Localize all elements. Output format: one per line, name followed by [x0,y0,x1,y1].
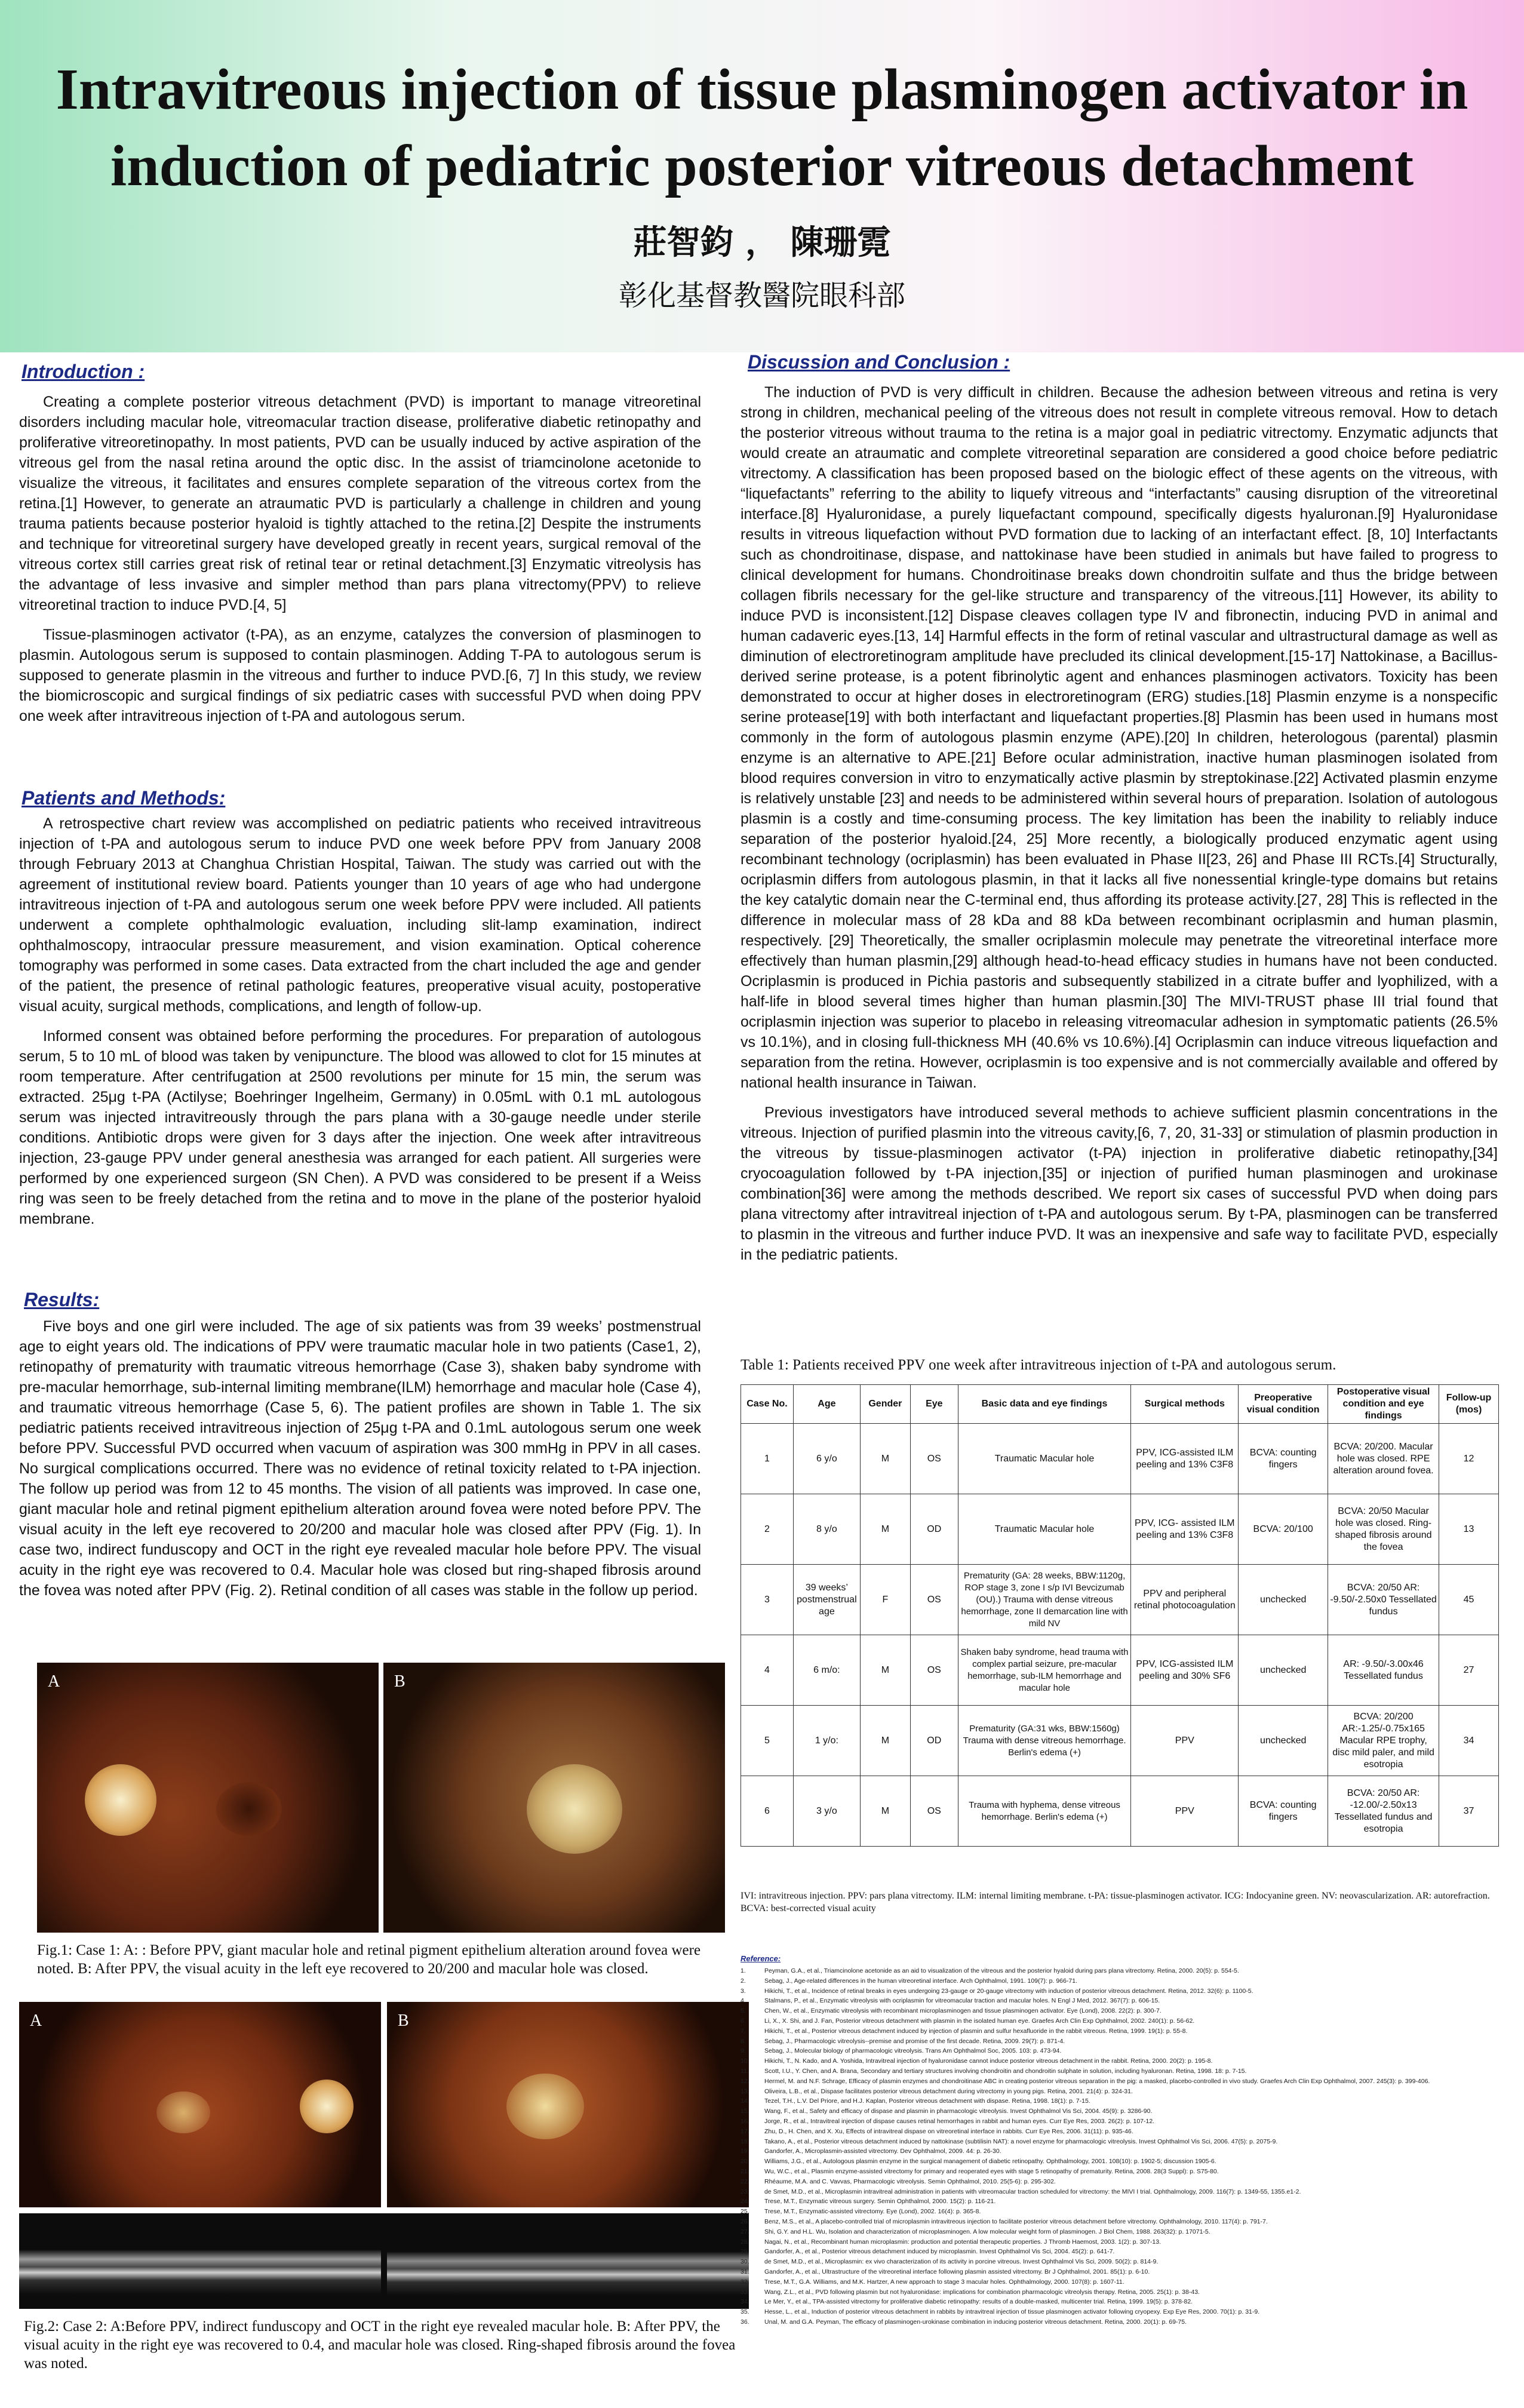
introduction-body [19,392,701,736]
reference-text: Chen, W., et al., Enzymatic vitreolysis with recombinant microplasminogen and tissue plasminogen activator. Eye (Lond), 2008. 22(2): p. 300-7. [764,2007,1162,2015]
reference-item [741,2137,1499,2147]
reference-item [741,1986,1499,1997]
results-body [19,1316,701,1610]
reference-number: 26. [741,2217,749,2225]
optic-disc-icon [85,1764,156,1836]
reference-item [741,2177,1499,2187]
table-cell: Prematurity (GA:31 wks, BBW:1560g) Trauma with dense vitreous hemorrhage. Berlin's edema (+) [958,1706,1131,1776]
table-cell: BCVA: 20/50 AR: -12.00/-2.50x13 Tessellated fundus and esotropia [1328,1776,1439,1847]
figure-2-images [19,2002,749,2309]
column-header: Follow-up (mos) [1439,1385,1499,1424]
reference-item [741,2227,1499,2237]
reference-text: Benz, M.S., et al., A placebo-controlled trial of microplasmin intravitreous injection to facilitate posterior vitreous detachment before vitrectomy. Ophthalmology, 2010. 117(4): p. 791-7. [764,2217,1268,2225]
reference-number: 28. [741,2238,749,2246]
reference-item [741,2127,1499,2137]
reference-number: 36. [741,2318,749,2326]
reference-item [741,2046,1499,2056]
reference-item [741,2077,1499,2087]
reference-number: 21. [741,2167,749,2175]
reference-text: Wang, Z.L., et al., PVD following plasmin but not hyaluronidase: implications for combination pharmacologic vitreolysis therapy. Retina, 2005. 25(1): p. 38-43. [764,2288,1200,2296]
table-cell: 37 [1439,1776,1499,1847]
reference-text: Hermel, M. and N.F. Schrage, Efficacy of plasmin enzymes and chondroitinase ABC in creating posterior vitreous separation in the pig: a masked, placebo-controlled in vivo study. Graefes Arch Clin Exp Ophthalmol, 2007. 245(3): p. 399-406. [764,2077,1430,2085]
reference-text: Trese, M.T., Enzymatic-assisted vitrectomy. Eye (Lond), 2002. 16(4): p. 365-8. [764,2208,981,2216]
table-cell: unchecked [1239,1635,1328,1706]
table-caption: Table 1: Patients received PPV one week after intravitreous injection of t-PA and autologous serum. [741,1357,1336,1373]
reference-number: 13. [741,2087,749,2095]
introduction-heading: Introduction : [21,361,145,382]
table-cell: BCVA: 20/100 [1239,1494,1328,1565]
reference-number: 4. [741,1997,746,2005]
table-cell: Traumatic Macular hole [958,1494,1131,1565]
reference-number: 25. [741,2208,749,2216]
reference-number: 8. [741,2037,746,2045]
table-cell: 13 [1439,1494,1499,1565]
column-header: Gender [860,1385,910,1424]
table-row [741,1565,1499,1635]
table-cell: 6 [741,1776,794,1847]
panel-label-b: B [398,2011,409,2030]
table-cell: 5 [741,1706,794,1776]
reference-item [741,2026,1499,2037]
poster-title: Intravitreous injection of tissue plasminogen activator in induction of pediatric posterior vitreous detachment [56,57,1468,198]
reference-number: 10. [741,2057,749,2065]
reference-item [741,2207,1499,2217]
table-cell: Prematurity (GA: 28 weeks, BBW:1120g, ROP stage 3, zone I s/p IVI Bevcizumab (OU).) Trauma with dense vitreous hemorrhage, zone II demarcation line with mild NV [958,1565,1131,1635]
reference-number: 20. [741,2158,749,2166]
table-cell: M [860,1424,910,1494]
table-cell: OS [910,1776,958,1847]
discussion-paragraph-2: Previous investigators have introduced several methods to achieve sufficient plasmin concentrations in the vitreous. Injection of purified plasmin into the vitreous cavity,[6, 7, 20, 31-33] or stimulation of plasmin production in the vitreous by tissue-plasminogen activator (t-PA) injection in proliferative diabetic retinopathy,[34] cryocoagulation followed by t-PA injection,[35] or injection of purified human plasminogen and urokinase combination[36] were among the methods described. We report six cases of successful PVD when doing pars plana vitrectomy after intravitreal injection of t-PA and autologous serum. By t-PA, plasminogen can be transferred to plasmin in the vitreous and further induce PVD. It was an inexpensive and safe way to facilitate PVD, especially in the pediatric patients. [741,1104,1498,1263]
reference-number: 27. [741,2228,749,2235]
table-cell: M [860,1706,910,1776]
reference-text: Trese, M.T., G.A. Williams, and M.K. Hartzer, A new approach to stage 3 macular holes. Ophthalmology, 2000. 107(8): p. 1607-11. [764,2278,1124,2286]
panel-label-b: B [394,1672,405,1691]
table-cell: M [860,1494,910,1565]
methods-paragraph-2: Informed consent was obtained before performing the procedures. For preparation of autologous serum, 5 to 10 mL of blood was taken by venipuncture. The blood was allowed to clot for 15 minutes at room temperature. After centrifugation at 2500 revolutions per minute for 15 min, the serum was extracted. 25μg t-PA (Actilyse; Boehringer Ingelheim, Germany) in 0.05mL with 0.1 mL autologous serum was injected intravitreously through the pars plana with a 30-gauge needle under sterile conditions. Antibiotic drops were given for 3 days after the injection. One week after intravitreous injection, 23-gauge PPV under general anesthesia was arranged for each patient. All surgeries were performed by one experienced surgeon (SN Chen). A PVD was considered to be present if a Weiss ring was seen to be freely detached from the retina and to move in the plane of the posterior hyaloid membrane. [19,1028,701,1227]
reference-text: Sebag, J., Age-related differences in the human vitreoretinal interface. Arch Ophthalmol, 1991. 109(7): p. 966-71. [764,1977,1077,1985]
reference-number: 30. [741,2258,749,2266]
table-header-row [741,1385,1499,1424]
fibrosis-scar-icon [527,1764,622,1854]
table-cell: PPV, ICG-assisted ILM peeling and 30% SF6 [1131,1635,1239,1706]
reference-text: Hikichi, T., et al., Posterior vitreous detachment induced by injection of plasmin and sulfur hexafluoride in the rabbit vitreous. Retina, 1999. 19(1): p. 55-8. [764,2027,1188,2035]
table-cell: 45 [1439,1565,1499,1635]
reference-number: 2. [741,1977,746,1985]
reference-item [741,2006,1499,2016]
reference-text: Gandorfer, A., et al., Ultrastructure of the vitreoretinal interface following plasmin assisted vitrectomy. Br J Ophthalmol, 2001. 85(1): p. 6-10. [764,2268,1150,2275]
reference-number: 31. [741,2268,749,2275]
reference-text: Le Mer, Y., et al., TPA-assisted vitrectomy for proliferative diabetic retinopathy: results of a double-masked, multicenter trial. Retina, 1999. 19(5): p. 378-82. [764,2298,1193,2306]
table-cell: 1 y/o: [793,1706,860,1776]
figure-1-caption: Fig.1: Case 1: A: : Before PPV, giant macular hole and retinal pigment epithelium alteration around fovea were noted. B: After PPV, the visual acuity in the left eye recovered to 20/200 and macular hole was closed. [37,1942,701,1977]
reference-item [741,2187,1499,2197]
reference-item [741,2297,1499,2307]
table-cell: 6 m/o: [793,1635,860,1706]
table-cell: PPV, ICG-assisted ILM peeling and 13% C3F8 [1131,1424,1239,1494]
reference-item [741,2066,1499,2077]
discussion-heading: Discussion and Conclusion : [748,351,1010,373]
reference-text: Zhu, D., H. Chen, and X. Xu, Effects of intravitreal dispase on vitreoretinal interface in rabbits. Curr Eye Res, 2006. 31(11): p. 935-46. [764,2127,1133,2135]
reference-item [741,2247,1499,2257]
reference-number: 34. [741,2298,749,2306]
reference-item [741,1996,1499,2006]
reference-item [741,2056,1499,2066]
table-cell: M [860,1776,910,1847]
figure-2-caption: Fig.2: Case 2: A:Before PPV, indirect funduscopy and OCT in the right eye revealed macular hole. B: After PPV, the visual acuity in the right eye was recovered to 0.4, and macular hole was closed. Ring-shaped fibrosis around the fovea was noted. [24,2318,736,2372]
reference-text: Li, X., X. Shi, and J. Fan, Posterior vitreous detachment with plasmin in the isolated human eye. Graefes Arch Clin Exp Ophthalmol, 2002. 240(1): p. 56-62. [764,2017,1195,2025]
reference-text: Wu, W.C., et al., Plasmin enzyme-assisted vitrectomy for primary and reoperated eyes with stage 5 retinopathy of prematurity. Retina, 2008. 28(3 Suppl): p. S75-80. [764,2167,1219,2175]
reference-item [741,1966,1499,1976]
oct-scan-icon [19,2213,749,2309]
reference-number: 17. [741,2127,749,2135]
reference-number: 35. [741,2308,749,2316]
table-cell: BCVA: 20/200. Macular hole was closed. RPE alteration around fovea. [1328,1424,1439,1494]
methods-body [19,813,701,1239]
reference-number: 3. [741,1987,746,1995]
table-cell: unchecked [1239,1565,1328,1635]
reference-text: Hesse, L., et al., Induction of posterior vitreous detachment in rabbits by intravitreal injection of tissue plasminogen activator following cryopexy. Exp Eye Res, 2000. 70(1): p. 31-9. [764,2308,1260,2316]
reference-number: 5. [741,2007,746,2015]
reference-item [741,2016,1499,2026]
reference-text: Jorge, R., et al., Intravitreal injection of dispase causes retinal hemorrhages in rabbit and human eyes. Curr Eye Res, 2003. 26(2): p. 107-12. [764,2117,1155,2125]
table-cell: BCVA: counting fingers [1239,1424,1328,1494]
reference-text: Shi, G.Y. and H.L. Wu, Isolation and characterization of microplasminogen. A low molecular weight form of plasminogen. J Biol Chem, 1988. 263(32): p. 17071-5. [764,2228,1210,2235]
discussion-body [741,382,1498,1274]
column-header: Age [793,1385,860,1424]
table-row [741,1424,1499,1494]
reference-text: Rhéaume, M.A. and C. Vavvas, Pharmacologic vitreolysis. Semin Ophthalmol, 2010. 25(5-6): p. 295-302. [764,2177,1056,2185]
reference-text: Stalmans, P., et al., Enzymatic vitreolysis with ocriplasmin for vitreomacular traction and macular holes. N Engl J Med, 2012. 367(7): p. 606-15. [764,1997,1160,2005]
reference-item [741,1976,1499,1986]
column-header: Case No. [741,1385,794,1424]
reference-item [741,2167,1499,2177]
methods-heading: Patients and Methods: [21,787,226,809]
reference-text: Tezel, T.H., L.V. Del Priore, and H.J. Kaplan, Posterior vitreous detachment with dispase. Retina, 1998. 18(1): p. 7-15. [764,2097,1090,2105]
table-cell: 34 [1439,1706,1499,1776]
fundus-photograph-icon [19,2002,381,2207]
affiliation: 彰化基督教醫院眼科部 [618,279,905,312]
column-header: Basic data and eye findings [958,1385,1131,1424]
reference-number: 18. [741,2137,749,2145]
figure-1-images [37,1663,725,1933]
poster-header [0,0,1524,352]
table-footnote: IVI: intravitreous injection. PPV: pars plana vitrectomy. ILM: internal limiting membrane. t-PA: tissue-plasminogen activator. ICG: Indocyanine green. NV: neovascularization. AR: autorefraction. BCVA: best-corrected visual acuity [741,1891,1490,1914]
table-row [741,1635,1499,1706]
reference-number: 23. [741,2188,749,2195]
results-paragraph-1: Five boys and one girl were included. The age of six patients was from 39 weeks’ postmenstrual age to eight years old. The indications of PPV were traumatic macular hole in two patients (Case1, 2), retinopathy of prematurity with traumatic vitreous hemorrhage (Case 3), shaken baby syndrome with pre-macular hemorrhage, sub-internal limiting membrane(ILM) hemorrhage and macular hole (Case 4), and traumatic vitreous hemorrhage (Case 5, 6). The patient profiles are shown in Table 1. The six pediatric patients received intravitreous injection of 25μg t-PA and 0.1mL autologous serum one week before PPV. Successful PVD occurred when vacuum of aspiration was 300 mmHg in PPV in all cases. No surgical complications occurred. There was no evidence of retinal toxicity related to t-PA injection. The follow up period was from 12 to 45 months. The vision of all patients was improved. In case one, giant macular hole and retinal pigment epithelium alteration around fovea were noted before PPV. The visual acuity in the left eye recovered to 20/200 and macular hole was closed after PPV (Fig. 1). In case two, indirect funduscopy and OCT in the right eye revealed macular hole before PPV. The visual acuity in the right eye was recovered to 0.4. Macular hole was closed but ring-shaped fibrosis around the fovea was noted after PPV (Fig. 2). Retinal condition of all cases was stable in the follow up period. [19,1318,701,1599]
table-cell: M [860,1635,910,1706]
reference-number: 6. [741,2017,746,2025]
reference-item [741,2277,1499,2287]
reference-item [741,2117,1499,2127]
column-header: Eye [910,1385,958,1424]
results-heading: Results: [24,1289,100,1310]
reference-text: Oliveira, L.B., et al., Dispase facilitates posterior vitreous detachment during vitrectomy in young pigs. Retina, 2001. 21(4): p. 324-31. [764,2087,1133,2095]
reference-item [741,2106,1499,2117]
column-header: Surgical methods [1131,1385,1239,1424]
reference-text: Gandorfer, A., Microplasmin-assisted vitrectomy. Dev Ophthalmol, 2009. 44: p. 26-30. [764,2148,1001,2155]
reference-number: 19. [741,2148,749,2155]
reference-item [741,2287,1499,2298]
fundus-photograph-icon [387,2002,749,2207]
reference-text: Sebag, J., Pharmacologic vitreolysis--premise and promise of the first decade. Retina, 2009. 29(7): p. 871-4. [764,2037,1065,2045]
reference-number: 11. [741,2067,749,2075]
reference-number: 12. [741,2077,749,2085]
column-header: Postoperative visual condition and eye findings [1328,1385,1439,1424]
fundus-photograph-icon [37,1663,379,1933]
table-cell: 39 weeks’ postmenstrual age [793,1565,860,1635]
introduction-paragraph-1: Creating a complete posterior vitreous detachment (PVD) is important to manage vitreoretinal disorders including macular hole, vitreomacular traction disease, proliferative diabetic retinopathy and proliferative vitreoretinopathy. In most patients, PVD can be usually induced by active aspiration of the vitreous gel from the nasal retina around the optic disc. In the assist of triamcinolone acetonide to visualize the vitreous, it facilitates and ensures complete separation of the vitreous cortex from the retina.[1] However, to generate an atraumatic PVD is particularly a challenge in children and young trauma patients because posterior hyaloid is tightly attached to the retina.[2] Despite the instruments and technique for vitreoretinal surgery have developed greatly in recent years, surgical removal of the vitreous cortex still carries great risk of retinal tear or retinal detachment.[3] Enzymatic vitreolysis has the advantage of less invasive and simpler method than pars plana vitrectomy(PPV) to relieve vitreoretinal traction to induce PVD.[4, 5] [19,394,701,613]
reference-number: 32. [741,2278,749,2286]
table-cell: BCVA: 20/50 AR: -9.50/-2.50x0 Tessellated fundus [1328,1565,1439,1635]
table-cell: OS [910,1635,958,1706]
table-cell: OD [910,1706,958,1776]
table-row [741,1494,1499,1565]
table-row [741,1706,1499,1776]
reference-text: Wang, F., et al., Safety and efficacy of dispase and plasmin in pharmacologic vitreolysis. Invest Ophthalmol Vis Sci, 2004. 45(9): p. 3286-90. [764,2108,1153,2115]
reference-text: Gandorfer, A., et al., Posterior vitreous detachment induced by microplasmin. Invest Ophthalmol Vis Sci, 2004. 45(2): p. 641-7. [764,2248,1115,2256]
reference-item [741,2157,1499,2167]
macular-hole-icon [156,2091,210,2133]
reference-number: 29. [741,2248,749,2256]
table-cell: 8 y/o [793,1494,860,1565]
discussion-paragraph-1: The induction of PVD is very difficult in children. Because the adhesion between vitreous and retina is very strong in children, mechanical peeling of the vitreous does not result in complete vitreous removal. How to detach the posterior vitreous without trauma to the retina is a major goal in pediatric vitrectomy. Enzymatic adjuncts that would create an atraumatic and complete vitreoretinal separation are considered a good choice before pediatric vitrectomy. A classification has been proposed based on the biologic effect of these agents on the vitreous, with “liquefactants” referring to the ability to liquefy vitreous and “interfactants” causing disruption of the vitreoretinal interface.[8] Hyaluronidase, a purely liquefactant compound, specifically digests hyaluronan.[9] Hyaluronidase results in vitreous liquefaction without PVD formation due to lacking of an interfactant effect. [8, 10] Interfactants such as chondroitinase, dispase, and nattokinase have been studied in animals but have failed to progress to clinical development for humans. Chondroitinase breaks down chondroitin sulfate and thus the bridge between collagen fibrils necessary for the gel-like structure and transparency of the vitreous.[11] However, its ability to induce PVD is inconsistent.[12] Dispase cleaves collagen type IV and fibronectin, inducing PVD in animal and human cadaveric eyes.[13, 14] Harmful effects in the form of retinal vascular and ultrastructural damage as well as diminution of electroretinogram amplitude have precluded its clinical development.[15-17] Nattokinase, a Bacillus-derived serine protease, is a potent fibrinolytic agent and enhances plasminogen activators. Toxicity has been demonstrated to occur at higher doses in electroretinogram (ERG) studies.[18] Plasmin enzyme is a nonspecific serine protease[19] with both interfactant and liquefactant properties.[8] Plasmin has been used in humans most commonly in the form of autologous plasmin enzyme (APE).[20] In children, heterologous (parental) plasmin enzyme is an alternative to APE.[21] Before ocular administration, inactive human plasminogen isolated from blood requires conversion in vitro to enzymatically active plasmin by streptokinase.[22] Activated plasmin enzyme is relatively unstable [23] and needs to be administered within several hours of preparation. Isolation of autologous plasmin is a costly and time-consuming process. The key limitation has been the inability to reliably induce separation of the posterior hyaloid.[24, 25] More recently, a biologically produced enzymatic agent using recombinant technology (ocriplasmin) has been evaluated in Phase II[23, 26] and Phase III RCTs.[4] Structurally, ocriplasmin differs from autologous plasmin, in that it lacks all five nonessential kringle-type domains but retains the key catalytic domain near the C-terminal end, thus affording its protease activity.[27, 28] This is reflected in the difference in molecular mass of 28 kDa and 88 kDa between recombinant ocriplasmin and human plasmin, respectively. [29] Theoretically, the smaller ocriplasmin molecule may penetrate the vitreoretinal interface more effectively than human plasmin,[29] although head-to-head efficacy studies in humans have not been conducted. Ocriplasmin is produced in Pichia pastoris and subsequently stabilized in a citrate buffer and lyophilized, with a half-life in blood several times higher than human plasmin.[30] The MIVI-TRUST phase III trial found that ocriplasmin injection was superior to placebo in releasing vitreomacular adhesion in symptomatic patients (26.5% vs 10.1%), and in closing full-thickness MH (40.6% vs 10.6%).[4] Ocriplasmin can induce vitreous liquefaction and separation from the retina. However, ocriplasmin is too expensive and is not commercially available and offered by national health insurance in Taiwan. [741,384,1498,1091]
optic-disc-icon [300,2080,354,2133]
reference-item [741,2197,1499,2207]
reference-text: Nagai, N., et al., Recombinant human microplasmin: production and potential therapeutic properties. J Thromb Haemost, 2003. 1(2): p. 307-13. [764,2238,1161,2246]
table-cell: OD [910,1494,958,1565]
table-cell: PPV, ICG- assisted ILM peeling and 13% C3F8 [1131,1494,1239,1565]
table-cell: 4 [741,1635,794,1706]
table-cell: Traumatic Macular hole [958,1424,1131,1494]
table-cell: 1 [741,1424,794,1494]
table-cell: 12 [1439,1424,1499,1494]
reference-text: Trese, M.T., Enzymatic vitreous surgery. Semin Ophthalmol, 2000. 15(2): p. 116-21. [764,2198,996,2206]
table-cell: OS [910,1424,958,1494]
table-cell: F [860,1565,910,1635]
reference-text: Scott, I.U., Y. Chen, and A. Brana, Secondary and tertiary structures involving chondroitin and chondroitin sulphate in solution, including hyaluronan. Retina, 1998. 18: p. 7-15. [764,2067,1247,2075]
table-cell: OS [910,1565,958,1635]
reference-text: Williams, J.G., et al., Autologous plasmin enzyme in the surgical management of diabetic retinopathy. Ophthalmology, 2001. 108(10): p. 1902-5; discussion 1905-6. [764,2158,1216,2166]
reference-number: 24. [741,2198,749,2206]
reference-item [741,2217,1499,2227]
panel-label-a: A [48,1672,60,1691]
reference-number: 15. [741,2108,749,2115]
reference-text: Takano, A., et al., Posterior vitreous detachment induced by nattokinase (subtilisin NAT): a novel enzyme for pharmacologic vitreolysis. Invest Ophthalmol Vis Sci, 2006. 47(5): p. 2075-9. [764,2137,1278,2145]
reference-item [741,2307,1499,2317]
reference-text: de Smet, M.D., et al., Microplasmin intravitreal administration in patients with vitreomacular traction scheduled for vitrectomy: the MIVI I trial. Ophthalmology, 2009. 116(7): p. 1349-55, 1355.e1-2. [764,2188,1301,2195]
reference-number: 33. [741,2288,749,2296]
table-row [741,1776,1499,1847]
macular-hole-icon [216,1782,282,1836]
reference-text: de Smet, M.D., et al., Microplasmin: ex vivo characterization of its activity in porcine vitreous. Invest Ophthalmol Vis Sci, 2009. 50(2): p. 814-9. [764,2258,1159,2266]
reference-item [741,2267,1499,2277]
fibrosis-scar-icon [506,2074,584,2139]
reference-text: Unal, M. and G.A. Peyman, The efficacy of plasminogen-urokinase combination in inducing posterior vitreous detachment. Retina, 2000. 20(1): p. 69-75. [764,2318,1187,2326]
table-cell: BCVA: 20/200 AR:-1.25/-0.75x165 Macular RPE trophy, disc mild paler, and mild esotropia [1328,1706,1439,1776]
table-cell: 3 [741,1565,794,1635]
table-cell: PPV [1131,1706,1239,1776]
table-cell: unchecked [1239,1706,1328,1776]
table-cell: PPV [1131,1776,1239,1847]
table-cell: 6 y/o [793,1424,860,1494]
table-cell: 27 [1439,1635,1499,1706]
reference-text: Hikichi, T., et al., Incidence of retinal breaks in eyes undergoing 23-gauge or 20-gauge vitrectomy with induction of posterior vitreous detachment. Retina, 2012. 32(6): p. 1100-5. [764,1987,1253,1995]
reference-number: 7. [741,2027,746,2035]
authors: 莊智鈞 ， 陳珊霓 [633,223,891,262]
table-cell: Shaken baby syndrome, head trauma with complex partial seizure, pre-macular hemorrhage, sub-ILM hemorrhage and macular hole [958,1635,1131,1706]
reference-text: Sebag, J., Molecular biology of pharmacologic vitreolysis. Trans Am Ophthalmol Soc, 2005. 103: p. 473-94. [764,2047,1062,2055]
reference-number: 22. [741,2177,749,2185]
introduction-paragraph-2: Tissue-plasminogen activator (t-PA), as an enzyme, catalyzes the conversion of plasminogen to plasmin. Autologous serum is supposed to contain plasminogen. Adding T-PA to autologous serum is supposed to generate plasmin in the vitreous and further to induce PVD.[6, 7] In this study, we review the biomicroscopic and surgical findings of six pediatric cases with successful PVD when doing PPV one week after intravitreous injection of t-PA and autologous serum. [19,626,701,724]
reference-text: Hikichi, T., N. Kado, and A. Yoshida, Intravitreal injection of hyaluronidase cannot induce posterior vitreous detachment in the rabbit. Retina, 2000. 20(2): p. 195-8. [764,2057,1213,2065]
reference-item [741,2237,1499,2247]
reference-item [741,2096,1499,2106]
table-cell: BCVA: 20/50 Macular hole was closed. Ring-shaped fibrosis around the fovea [1328,1494,1439,1565]
reference-text: Peyman, G.A., et al., Triamcinolone acetonide as an aid to visualization of the vitreous and the posterior hyaloid during pars plana vitrectomy. Retina, 2000. 20(5): p. 554-5. [764,1967,1239,1974]
oct-before-icon [19,2213,381,2309]
column-header: Preoperative visual condition [1239,1385,1328,1424]
fundus-photograph-icon [383,1663,725,1933]
reference-item [741,2087,1499,2097]
reference-number: 14. [741,2097,749,2105]
oct-after-icon [387,2213,749,2309]
reference-number: 1. [741,1967,746,1974]
reference-number: 9. [741,2047,746,2055]
table-cell: 3 y/o [793,1776,860,1847]
table-cell: PPV and peripheral retinal photocoagulation [1131,1565,1239,1635]
table-cell: AR: -9.50/-3.00x46 Tessellated fundus [1328,1635,1439,1706]
reference-item [741,2317,1499,2327]
reference-item [741,2037,1499,2047]
table-cell: 2 [741,1494,794,1565]
patient-table [741,1384,1499,1847]
table-cell: Trauma with hyphema, dense vitreous hemorrhage. Berlin's edema (+) [958,1776,1131,1847]
reference-item [741,2146,1499,2157]
reference-item [741,2257,1499,2267]
table-cell: BCVA: counting fingers [1239,1776,1328,1847]
references-heading: Reference: [741,1954,781,1963]
reference-list [741,1966,1499,2327]
panel-label-a: A [30,2011,42,2030]
methods-paragraph-1: A retrospective chart review was accomplished on pediatric patients who received intravitreous injection of t-PA and autologous serum to induce PVD one week before PPV from January 2008 through February 2013 at Changhua Christian Hospital, Taiwan. The study was carried out with the agreement of institutional review board. Patients younger than 10 years of age who had undergone intravitreous injection of t-PA and autologous serum one week before PPV were included. All patients underwent a complete ophthalmologic evaluation, including slit-lamp examination, indirect ophthalmoscopy, intraocular pressure measurement, and vision examination. Optical coherence tomography was performed in some cases. Data extracted from the chart included the age and gender of the patient, the presence of retinal pathologic features, preoperative visual acuity, postoperative visual acuity, surgical methods, complications, and length of follow-up. [19,815,701,1015]
reference-number: 16. [741,2117,749,2125]
